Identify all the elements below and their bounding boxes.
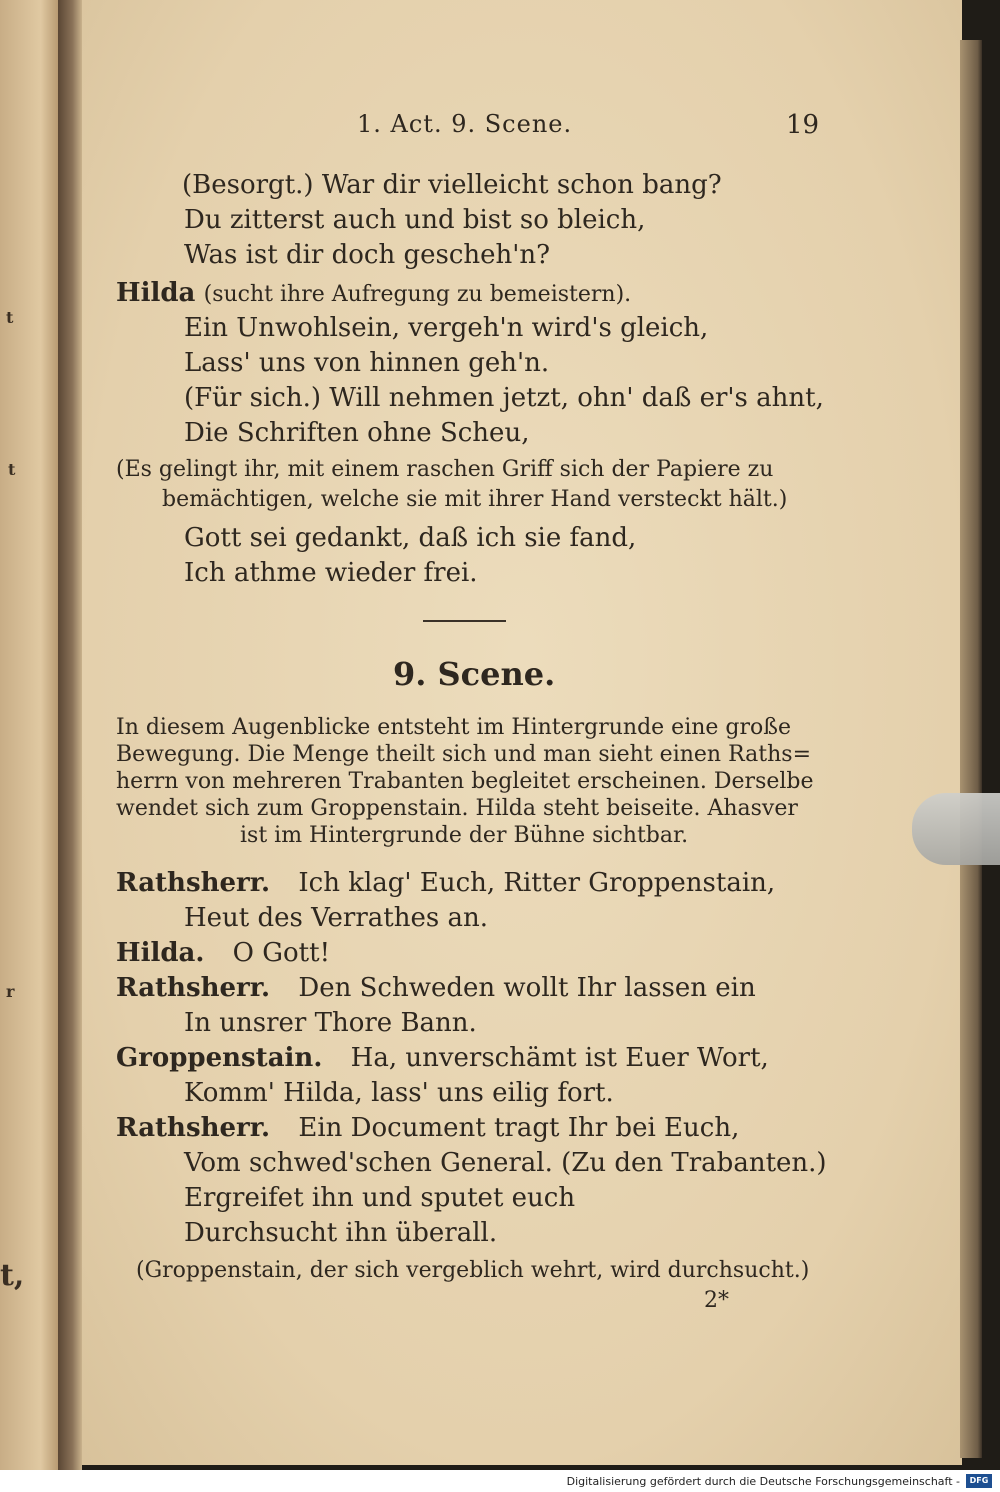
running-title: 1. Act. 9. Scene. [357, 110, 573, 138]
speaker-name: Groppenstain. [116, 1043, 323, 1073]
left-page-fragment: t, [0, 1258, 25, 1293]
dialogue-line [116, 938, 330, 968]
stage-direction-line: (Groppenstain, der sich vergeblich wehrt, wird durchsucht.) [136, 1258, 810, 1283]
stage-direction-inline: (sucht ihre Aufregung zu bemeistern). [203, 282, 632, 307]
verse-line: Heut des Verrathes an. [184, 903, 488, 933]
verse-line: Durchsucht ihn überall. [184, 1218, 498, 1248]
verse-line: (Besorgt.) War dir vielleicht schon bang? [182, 170, 722, 200]
scene-direction-line: herrn von mehreren Trabanten begleitet erscheinen. Derselbe [116, 769, 814, 794]
stage-direction-line: bemächtigen, welche sie mit ihrer Hand versteckt hält.) [162, 487, 788, 512]
verse-line: Komm' Hilda, lass' uns eilig fort. [184, 1078, 614, 1108]
verse-line: Vom schwed'schen General. (Zu den Trabanten.) [184, 1148, 827, 1178]
verse-line: Ich athme wieder frei. [184, 558, 478, 588]
scene-direction-line: Bewegung. Die Menge theilt sich und man sieht einen Raths= [116, 742, 811, 767]
verse-line: Ergreifet ihn und sputet euch [184, 1183, 576, 1213]
book-gutter [58, 0, 82, 1470]
speaker-name: Hilda. [116, 938, 205, 968]
verse-line: Lass' uns von hinnen geh'n. [184, 348, 550, 378]
left-page-fragment: t [8, 460, 16, 479]
digitization-footer [0, 1470, 1000, 1492]
verse-text: Ha, unverschämt ist Euer Wort, [350, 1043, 769, 1073]
stage-direction-line: (Es gelingt ihr, mit einem raschen Griff sich der Papiere zu [116, 457, 774, 482]
speaker-name: Rathsherr. [116, 1113, 271, 1143]
dfg-logo-icon: DFG [966, 1474, 992, 1488]
verse-line: Du zitterst auch und bist so bleich, [184, 205, 646, 235]
verse-line: (Für sich.) Will nehmen jetzt, ohn' daß er's ahnt, [184, 383, 824, 413]
left-page-fragment: t [6, 308, 14, 327]
verse-line: Gott sei gedankt, daß ich sie fand, [184, 523, 637, 553]
scene-direction-line: wendet sich zum Groppenstain. Hilda steht beiseite. Ahasver [116, 796, 798, 821]
speaker-name: Rathsherr. [116, 973, 271, 1003]
left-page-fragment: r [6, 982, 15, 1001]
verse-text: O Gott! [232, 938, 331, 968]
verse-line: Die Schriften ohne Scheu, [184, 418, 530, 448]
speaker-line [116, 278, 631, 308]
scene-direction-line: ist im Hintergrunde der Bühne sichtbar. [240, 823, 689, 848]
verse-text: Den Schweden wollt Ihr lassen ein [298, 973, 756, 1003]
verse-line: Ein Unwohlsein, vergeh'n wird's gleich, [184, 313, 709, 343]
speaker-name: Hilda [116, 278, 196, 308]
footer-credit: Digitalisierung gefördert durch die Deutsche Forschungsgemeinschaft - [566, 1475, 960, 1488]
dialogue-line [116, 868, 775, 898]
verse-text: Ich klag' Euch, Ritter Groppenstain, [298, 868, 776, 898]
left-page-edge [0, 0, 58, 1470]
signature-mark: 2* [704, 1288, 729, 1313]
scene-direction-line: In diesem Augenblicke entsteht im Hintergrunde eine große [116, 715, 791, 740]
page-tab-marker [912, 793, 1000, 865]
page-edge-shadow [960, 40, 982, 1458]
speaker-name: Rathsherr. [116, 868, 271, 898]
dialogue-line [116, 1043, 769, 1073]
dialogue-line [116, 973, 756, 1003]
dialogue-line [116, 1113, 739, 1143]
verse-text: Ein Document tragt Ihr bei Euch, [298, 1113, 740, 1143]
verse-line: In unsrer Thore Bann. [184, 1008, 477, 1038]
verse-line: Was ist dir doch gescheh'n? [184, 240, 551, 270]
section-divider [423, 620, 506, 622]
page-number: 19 [786, 110, 820, 140]
scene-title: 9. Scene. [393, 655, 556, 693]
